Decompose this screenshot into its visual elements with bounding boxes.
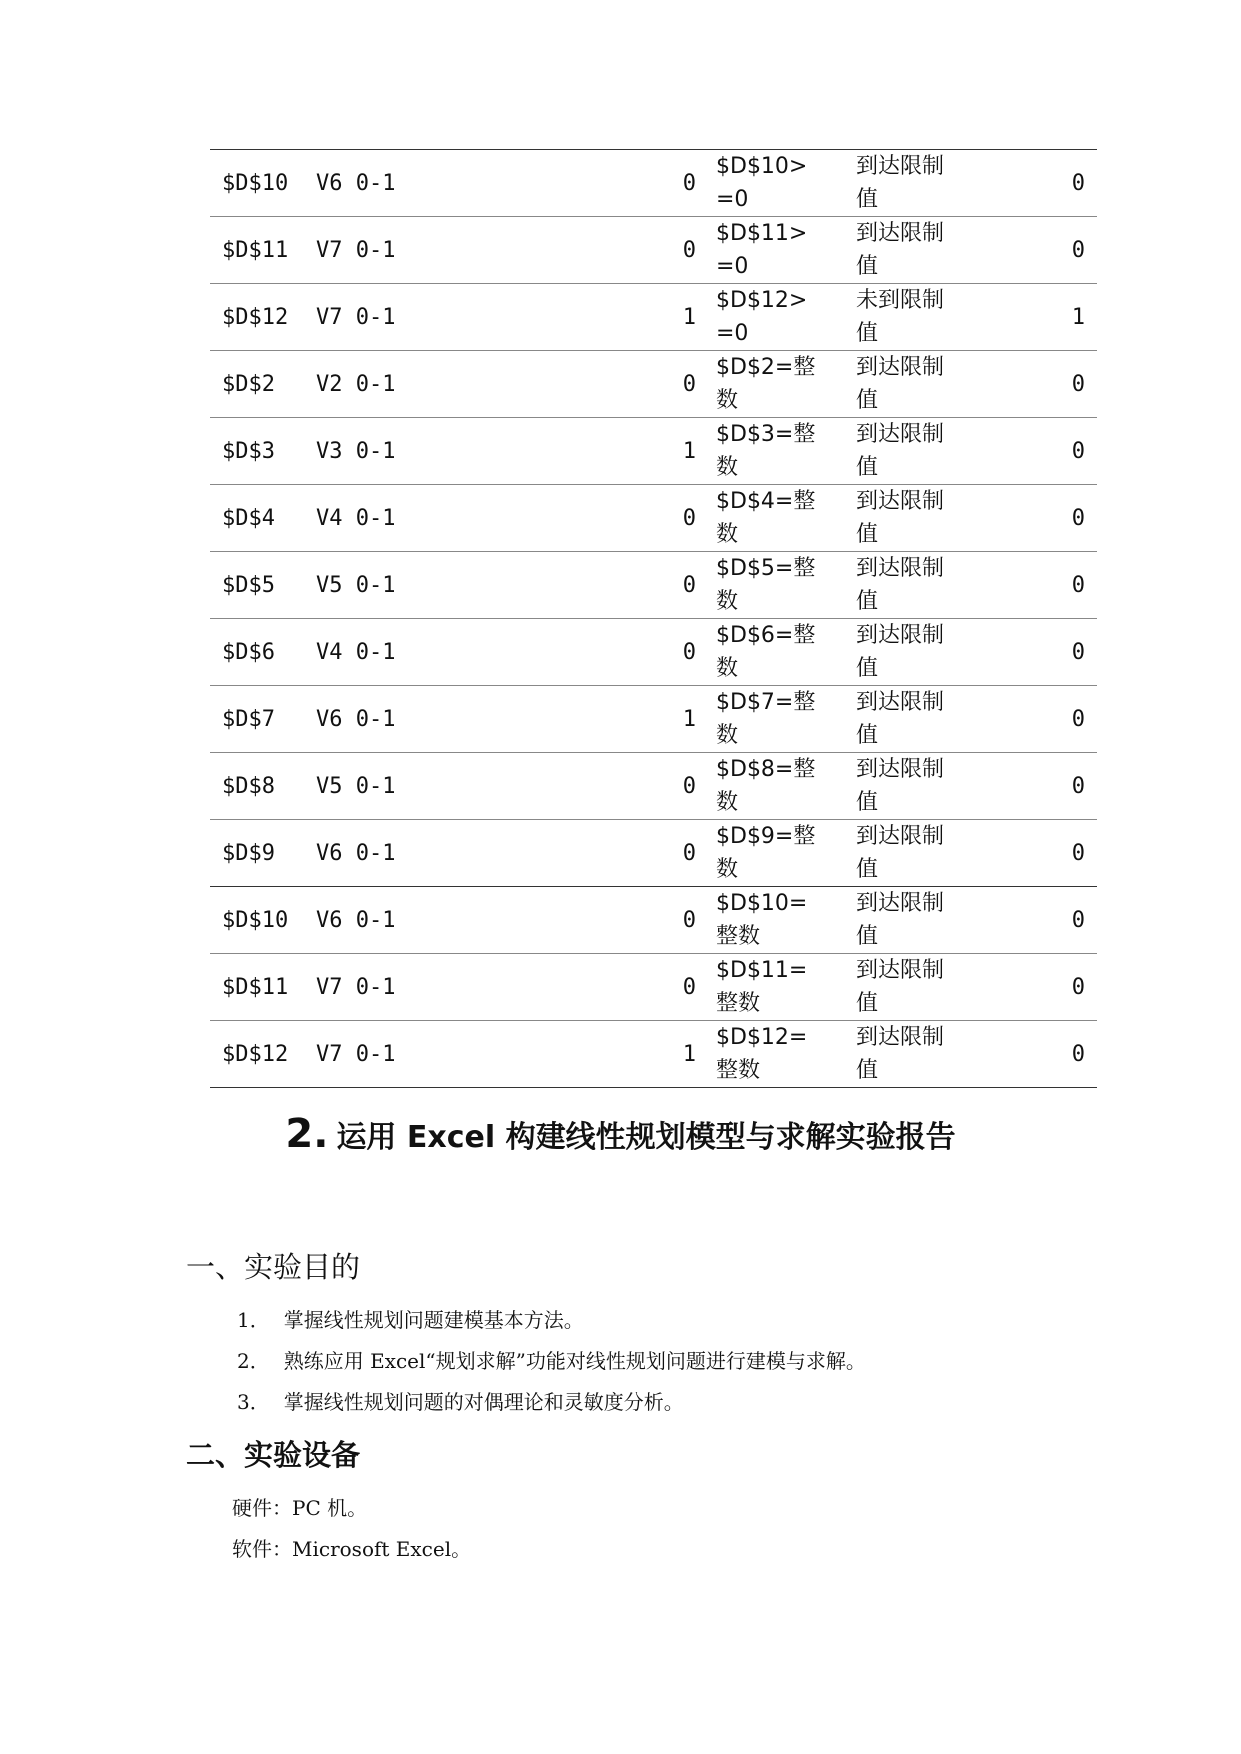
- constraint-formula: $D$11>=0: [716, 217, 856, 284]
- slack-value: 0: [1016, 619, 1097, 686]
- cell-value: 0: [606, 954, 716, 1021]
- list-item: 3． 掌握线性规划问题的对偶理论和灵敏度分析。: [237, 1390, 684, 1414]
- cell-value: 1: [606, 284, 716, 351]
- hardware-line: 硬件：PC 机。: [232, 1496, 368, 1520]
- table-row: [210, 485, 1097, 552]
- slack-value: 1: [1016, 284, 1097, 351]
- cell-value: 0: [606, 887, 716, 954]
- table-row: [210, 552, 1097, 619]
- table-row: [210, 887, 1097, 954]
- cell-value: 1: [606, 686, 716, 753]
- constraint-status: 到达限制值: [856, 150, 1016, 217]
- cell-ref: $D$11: [210, 217, 316, 284]
- slack-value: 0: [1016, 954, 1097, 1021]
- constraint-status: 到达限制值: [856, 1021, 1016, 1088]
- software-line: 软件：Microsoft Excel。: [232, 1537, 472, 1561]
- constraint-formula: $D$3=整数: [716, 418, 856, 485]
- cell-ref: $D$10: [210, 887, 316, 954]
- cell-value: 1: [606, 418, 716, 485]
- cell-ref: $D$6: [210, 619, 316, 686]
- cell-ref: $D$2: [210, 351, 316, 418]
- cell-ref: $D$3: [210, 418, 316, 485]
- section-heading-purpose: 一、实验目的: [186, 1250, 361, 1284]
- variable-name: V2 0-1: [316, 351, 606, 418]
- cell-value: 0: [606, 619, 716, 686]
- list-item: 1． 掌握线性规划问题建模基本方法。: [237, 1308, 584, 1332]
- cell-value: 0: [606, 351, 716, 418]
- table-row: [210, 954, 1097, 1021]
- cell-ref: $D$7: [210, 686, 316, 753]
- table-row: [210, 351, 1097, 418]
- cell-value: 0: [606, 753, 716, 820]
- cell-value: 0: [606, 485, 716, 552]
- slack-value: 0: [1016, 1021, 1097, 1088]
- slack-value: 0: [1016, 485, 1097, 552]
- slack-value: 0: [1016, 686, 1097, 753]
- constraint-status: 到达限制值: [856, 954, 1016, 1021]
- variable-name: V6 0-1: [316, 150, 606, 217]
- variable-name: V4 0-1: [316, 619, 606, 686]
- constraint-status: 到达限制值: [856, 485, 1016, 552]
- cell-ref: $D$12: [210, 1021, 316, 1088]
- slack-value: 0: [1016, 217, 1097, 284]
- variable-name: V6 0-1: [316, 686, 606, 753]
- constraint-formula: $D$4=整数: [716, 485, 856, 552]
- variable-name: V5 0-1: [316, 552, 606, 619]
- constraint-formula: $D$9=整数: [716, 820, 856, 887]
- variable-name: V7 0-1: [316, 1021, 606, 1088]
- slack-value: 0: [1016, 820, 1097, 887]
- cell-ref: $D$10: [210, 150, 316, 217]
- variable-name: V5 0-1: [316, 753, 606, 820]
- cell-ref: $D$9: [210, 820, 316, 887]
- constraint-formula: $D$12=整数: [716, 1021, 856, 1088]
- cell-ref: $D$8: [210, 753, 316, 820]
- cell-value: 0: [606, 820, 716, 887]
- constraint-formula: $D$2=整数: [716, 351, 856, 418]
- variable-name: V4 0-1: [316, 485, 606, 552]
- report-title-text: 运用 Excel 构建线性规划模型与求解实验报告: [336, 1120, 956, 1155]
- section-heading-equipment: 二、实验设备: [186, 1438, 361, 1472]
- slack-value: 0: [1016, 887, 1097, 954]
- cell-value: 1: [606, 1021, 716, 1088]
- constraint-formula: $D$5=整数: [716, 552, 856, 619]
- cell-ref: $D$4: [210, 485, 316, 552]
- constraint-status: 到达限制值: [856, 351, 1016, 418]
- constraint-status: 到达限制值: [856, 686, 1016, 753]
- table-row: [210, 418, 1097, 485]
- cell-ref: $D$5: [210, 552, 316, 619]
- table-row: [210, 150, 1097, 217]
- cell-value: 0: [606, 217, 716, 284]
- constraint-formula: $D$8=整数: [716, 753, 856, 820]
- variable-name: V7 0-1: [316, 217, 606, 284]
- variable-name: V3 0-1: [316, 418, 606, 485]
- constraint-status: 到达限制值: [856, 753, 1016, 820]
- slack-value: 0: [1016, 351, 1097, 418]
- table-row: [210, 820, 1097, 887]
- variable-name: V6 0-1: [316, 820, 606, 887]
- constraint-status: 到达限制值: [856, 887, 1016, 954]
- table-row: [210, 686, 1097, 753]
- cell-value: 0: [606, 552, 716, 619]
- constraint-formula: $D$7=整数: [716, 686, 856, 753]
- constraint-formula: $D$12>=0: [716, 284, 856, 351]
- table-row: [210, 217, 1097, 284]
- report-title: [0, 1111, 1241, 1157]
- constraint-results-table: [210, 149, 1097, 1088]
- constraint-formula: $D$6=整数: [716, 619, 856, 686]
- slack-value: 0: [1016, 418, 1097, 485]
- constraint-status: 到达限制值: [856, 552, 1016, 619]
- slack-value: 0: [1016, 150, 1097, 217]
- constraint-formula: $D$11=整数: [716, 954, 856, 1021]
- constraint-status: 到达限制值: [856, 820, 1016, 887]
- slack-value: 0: [1016, 552, 1097, 619]
- table-row: [210, 619, 1097, 686]
- cell-value: 0: [606, 150, 716, 217]
- constraint-status: 未到限制值: [856, 284, 1016, 351]
- slack-value: 0: [1016, 753, 1097, 820]
- table-row: [210, 1021, 1097, 1088]
- constraint-status: 到达限制值: [856, 217, 1016, 284]
- cell-ref: $D$11: [210, 954, 316, 1021]
- constraint-status: 到达限制值: [856, 418, 1016, 485]
- constraint-formula: $D$10=整数: [716, 887, 856, 954]
- constraint-status: 到达限制值: [856, 619, 1016, 686]
- table-row: [210, 753, 1097, 820]
- variable-name: V6 0-1: [316, 887, 606, 954]
- table-row: [210, 284, 1097, 351]
- variable-name: V7 0-1: [316, 954, 606, 1021]
- variable-name: V7 0-1: [316, 284, 606, 351]
- cell-ref: $D$12: [210, 284, 316, 351]
- list-item: 2． 熟练应用 Excel“规划求解”功能对线性规划问题进行建模与求解。: [237, 1349, 866, 1373]
- report-number: 2.: [285, 1111, 329, 1157]
- constraint-formula: $D$10>=0: [716, 150, 856, 217]
